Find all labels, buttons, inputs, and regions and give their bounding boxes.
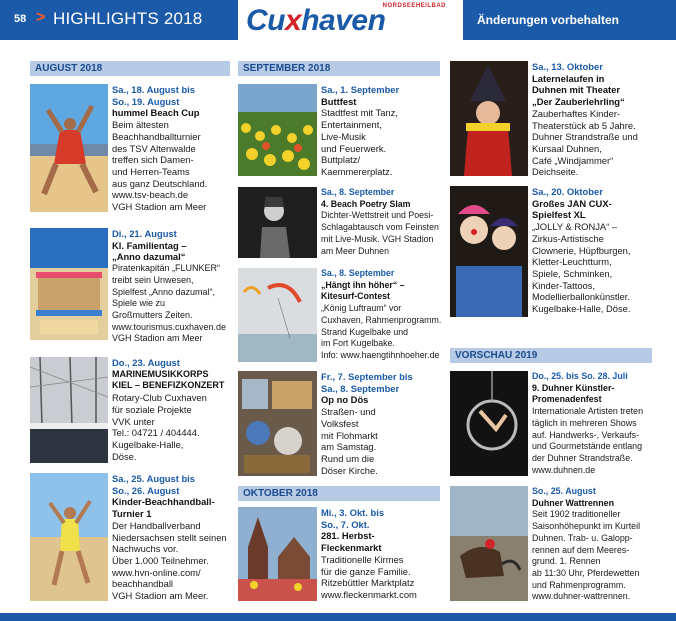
event-text: Dichter-Wettstreit und Poesi-	[321, 210, 434, 221]
event-text: im Fort Kugelbake.	[321, 338, 395, 349]
event-venue: Kugelbake-Halle,	[112, 438, 184, 450]
event-title: Turnier 1	[112, 508, 152, 520]
event-title: Op no Dös	[321, 394, 369, 406]
photo-horse-race-beach	[450, 486, 528, 601]
event-text: für soziale Projekte	[112, 403, 192, 415]
event-title: KIEL – BENEFIZKONZERT	[112, 380, 225, 391]
event-text: Clownerie, Hüpfburgen,	[532, 244, 631, 256]
event-link[interactable]: beachhandball	[112, 578, 173, 590]
event-title: 281. Herbst-	[321, 530, 375, 542]
event-text: Kinder-Tattoos,	[532, 279, 596, 291]
event-text: Kletter-Leuchtturm,	[532, 256, 612, 268]
header-notice-band	[463, 0, 676, 40]
event-beach-cup	[112, 84, 232, 213]
event-duhner-wattrennen	[532, 486, 668, 603]
event-title: Duhner Wattrennen	[532, 497, 615, 508]
event-familientag	[112, 228, 232, 345]
event-text: rennen auf dem Meeres-	[532, 544, 630, 555]
event-text: Strand Kugelbake und	[321, 326, 409, 337]
event-link[interactable]: www.tsv-beach.de	[112, 189, 189, 201]
event-text: Über 1.000 Teilnehmer.	[112, 554, 209, 566]
event-text: Der Handballverband	[112, 519, 201, 531]
event-text: Duhnen. Trab- u. Galopp-	[532, 532, 633, 543]
event-title: Laternelaufen in	[532, 72, 605, 84]
event-title: Kl. Familientag –	[112, 239, 187, 251]
event-kitesurf-contest	[321, 268, 443, 362]
photo-aerial-acrobat	[450, 371, 528, 476]
event-date: Sa., 18. August bis	[112, 84, 196, 95]
event-venue: Ritzebüttler Marktplatz	[321, 577, 415, 589]
event-text: Spielfest „Anno dazumal“,	[112, 286, 216, 297]
photo-kids-beach-handball	[30, 473, 108, 601]
event-link[interactable]: www.fleckenmarkt.com	[321, 588, 417, 600]
event-date: Sa., 8. September	[321, 382, 400, 394]
event-text: der Duhner Strandstraße.	[532, 452, 633, 463]
event-herbst-fleckenmarkt	[321, 507, 441, 601]
event-date: Sa., 13. Oktober	[532, 61, 603, 72]
event-date: Fr., 7. September bis	[321, 371, 413, 382]
event-kinder-beachhandball	[112, 473, 234, 602]
event-text: mit Live-Musik. VGH Stadion	[321, 233, 434, 244]
event-text: Großmutters Zeiten.	[112, 309, 193, 320]
event-venue: Kaemmererplatz.	[321, 165, 393, 177]
event-date: Sa., 8. September	[321, 187, 395, 197]
photo-flea-market	[238, 371, 317, 476]
event-text: „König Luftraum“ vor	[321, 303, 402, 314]
event-text: „JOLLY & RONJA“ –	[532, 221, 618, 233]
event-venue: Deichseite.	[532, 166, 579, 178]
event-date: Sa., 20. Oktober	[532, 186, 603, 197]
event-text: Stadtfest mit Tanz,	[321, 107, 398, 119]
event-date: Mi., 3. Okt. bis	[321, 507, 385, 518]
section-header-vorschau: VORSCHAU 2019	[450, 348, 652, 363]
event-jan-cux-spielfest	[532, 186, 662, 315]
chevron-right-icon: >	[36, 9, 46, 26]
event-venue: VGH Stadion am Meer	[112, 201, 207, 213]
event-text: Traditionelle Kirmes	[321, 553, 404, 565]
event-venue: Döse.	[112, 450, 137, 462]
event-text: VVK unter	[112, 415, 155, 427]
event-text: Schlagabtausch vom Feinsten	[321, 222, 439, 233]
changes-notice: Änderungen vorbehalten	[477, 13, 620, 27]
event-date: So., 26. August	[112, 484, 180, 496]
section-header-oktober: OKTOBER 2018	[238, 486, 440, 501]
event-text: Spiele wie zu	[112, 298, 166, 309]
event-text: Zirkus-Artistische	[532, 232, 604, 244]
photo-kitesurf	[238, 268, 317, 362]
section-header-september: SEPTEMBER 2018	[238, 61, 440, 76]
event-title: „Anno dazumal“	[112, 251, 186, 263]
event-venue: Buttplatz/	[321, 154, 361, 166]
event-text: Piratenkapitän „FLUNKER“	[112, 263, 221, 274]
page-header	[0, 0, 676, 40]
photo-clowns	[450, 186, 528, 317]
photo-marine-band-ship	[30, 357, 108, 463]
logo-wordmark: Cuxhaven	[246, 4, 386, 37]
event-date: Sa., 8. September	[321, 268, 395, 278]
header-title-band	[0, 0, 238, 40]
event-link[interactable]: Info: www.haengtihnhoeher.de	[321, 349, 440, 360]
event-venue: Döser Kirche.	[321, 464, 378, 476]
event-text: am Samstag.	[321, 441, 377, 453]
event-link[interactable]: www.duhnen.de	[532, 464, 596, 475]
event-date: So., 19. August	[112, 95, 180, 107]
event-text: Volksfest	[321, 417, 359, 429]
page-title: HIGHLIGHTS 2018	[53, 9, 203, 28]
event-title: Promenadenfest	[532, 394, 602, 405]
section-header-august: AUGUST 2018	[30, 61, 230, 76]
event-text: Cuxhaven, Rahmenprogramm.	[321, 314, 442, 325]
event-text: und Gourmetstände entlang	[532, 441, 643, 452]
event-text: und Rahmenprogramm.	[532, 579, 626, 590]
event-kuenstler-promenadenfest	[532, 371, 668, 476]
event-text: Theaterstück ab 5 Jahre.	[532, 119, 636, 131]
event-date: Sa., 25. August bis	[112, 473, 196, 484]
photo-beach-stadium-aerial	[30, 228, 108, 340]
event-laternelaufen	[532, 61, 662, 178]
page-number: 58	[14, 13, 27, 25]
event-text: Seit 1902 traditioneller	[532, 509, 621, 520]
event-text: Nachwuchs vor.	[112, 543, 179, 555]
event-text: grund. 1. Rennen	[532, 556, 601, 567]
event-text: mit Flohmarkt	[321, 429, 378, 441]
event-title: Kinder-Beachhandball-	[112, 496, 215, 508]
event-venue: Café „Windjammer“	[532, 154, 614, 166]
event-text: Duhner Strandstraße und	[532, 131, 638, 143]
event-text: und Feuerwerk.	[321, 142, 387, 154]
event-title: 9. Duhner Künstler-	[532, 382, 615, 393]
event-text: treffen sich Damen-	[112, 154, 194, 166]
photo-beach-volleyball-player	[30, 84, 108, 212]
event-title: Großes JAN CUX-	[532, 197, 612, 209]
event-text: des TSV Altenwalde	[112, 142, 196, 154]
event-text: Niedersachsen stellt seinen	[112, 531, 227, 543]
event-text: für die ganze Familie.	[321, 565, 411, 577]
event-title: „Der Zauberlehrling“	[532, 96, 625, 108]
event-text: Straßen- und	[321, 406, 376, 418]
cuxhaven-logo	[240, 0, 452, 40]
event-date: So., 25. August	[532, 486, 596, 496]
event-title: hummel Beach Cup	[112, 107, 200, 119]
event-text: Beim ältesten	[112, 119, 169, 131]
event-venue: Kursaal Duhnen,	[532, 142, 602, 154]
event-op-no-does	[321, 371, 441, 476]
event-venue: VGH Stadion am Meer.	[112, 590, 209, 602]
event-text: und Herren-Teams	[112, 165, 190, 177]
event-title: MARINEMUSIKKORPS	[112, 368, 209, 379]
event-link[interactable]: www.duhner-wattrennen.	[532, 591, 631, 602]
event-date: Do., 25. bis So. 28. Juli	[532, 371, 628, 381]
footer-bar	[0, 613, 676, 621]
event-text: Zauberhaftes Kinder-	[532, 107, 621, 119]
event-date: Di., 21. August	[112, 228, 177, 239]
event-text: Spiele, Schminken,	[532, 267, 613, 279]
event-phone: Tel.: 04721 / 404444.	[112, 427, 200, 439]
event-date: Do., 23. August	[112, 357, 180, 368]
event-title: Fleckenmarkt	[321, 542, 382, 554]
event-title: „Hängt ihn höher“ –	[321, 279, 405, 290]
event-text: Rund um die	[321, 452, 375, 464]
logo-subtitle: NORDSEEHEILBAD	[382, 3, 446, 9]
photo-buttfest-tulips	[238, 84, 317, 176]
photo-poetry-slam-performer	[238, 187, 317, 258]
event-venue: am Meer Duhnen	[321, 245, 389, 256]
event-title: 4. Beach Poetry Slam	[321, 198, 411, 209]
event-link[interactable]: www.hvn-online.com/	[112, 566, 201, 578]
event-venue: VGH Stadion am Meer	[112, 333, 203, 344]
event-text: Internationale Artisten treten	[532, 406, 644, 417]
photo-fleckenmarkt-church	[238, 507, 317, 601]
event-title: Duhnen mit Theater	[532, 84, 621, 96]
event-text: auf. Handwerks-, Verkaufs-	[532, 429, 640, 440]
event-title: Spielfest XL	[532, 209, 586, 221]
event-text: Live-Musik	[321, 130, 366, 142]
event-text: Modellierballonkünstler.	[532, 291, 630, 303]
event-title: Kitesurf-Contest	[321, 291, 390, 302]
event-text: Saisonhöhepunkt im Kurteil	[532, 521, 641, 532]
event-beach-poetry-slam	[321, 187, 443, 257]
event-text: treibt sein Unwesen,	[112, 274, 194, 285]
event-marinemusikkorps	[112, 357, 232, 462]
event-venue: Kugelbake-Halle, Döse.	[532, 303, 631, 315]
event-date: Sa., 1. September	[321, 84, 400, 95]
event-date: So., 7. Okt.	[321, 518, 370, 530]
event-link[interactable]: www.tourismus.cuxhaven.de	[112, 321, 227, 332]
event-text: aus ganz Deutschland.	[112, 177, 208, 189]
event-text: Beachhandballturnier	[112, 130, 201, 142]
event-text: Entertainment,	[321, 119, 382, 131]
event-text: täglich in mehreren Shows	[532, 417, 637, 428]
photo-theater-wizard	[450, 61, 528, 176]
event-text: Rotary-Club Cuxhaven	[112, 392, 207, 404]
event-buttfest	[321, 84, 441, 178]
event-title: Buttfest	[321, 95, 357, 107]
event-text: ab 11:30 Uhr, Pferdewetten	[532, 567, 640, 578]
